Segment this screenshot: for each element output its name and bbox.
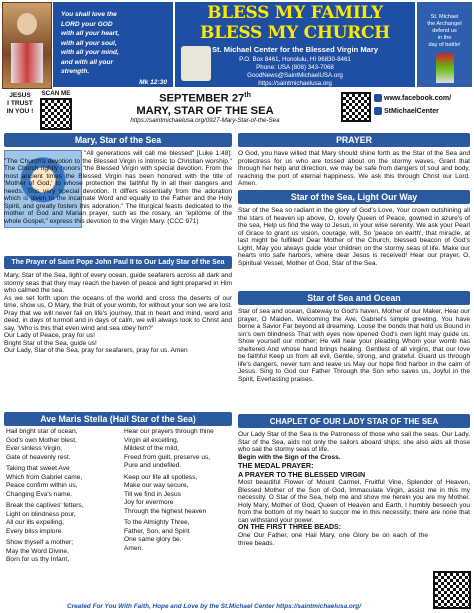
intro-text (4, 150, 232, 225)
center-name: St. Michael Center for the Blessed Virgin Mary (211, 45, 379, 54)
facebook-icon (374, 107, 382, 115)
prayer-line: Bright Star of the Sea, guide us! (4, 339, 97, 347)
phone: Phone: USA (808) 343-7068 (256, 64, 334, 71)
hymn-line: To the Almighty Three, (124, 519, 190, 526)
section-header: Star of Sea and Ocean (238, 291, 470, 305)
jp-prayer (4, 272, 232, 355)
hymn-line: All our ills expelling, (6, 519, 64, 526)
hymn-line: Gate of heavenly rest. (6, 453, 71, 461)
hymn-line: Keep our life all spotless, (124, 473, 198, 481)
hymn-line: May the Word Divine, (6, 547, 69, 555)
chaplet-paragraph: Most beautiful Flower of Mount Carmel, Fruitful Vine, Splendor of Heaven, Blessed Mother of the Son of God, Immaculate Virgin, assist me in this my necessity. O Star of the Sea, help me and show me herein you are my Mother. Holy Mary, Mother of God, Queen of Heaven and Earth, I humbly beseech you from the bottom of my heart to succor me in this necessity; there are none that can withstand your power. (238, 479, 470, 524)
hymn-line: Which from Gabriel came, (6, 473, 83, 481)
facebook-link[interactable] (374, 94, 451, 102)
hymn-line: Changing Eva's name. (6, 490, 73, 498)
st-michael-image (436, 53, 454, 83)
michael-line: in the (437, 35, 452, 41)
qr-code[interactable] (40, 98, 72, 130)
feast-title: MARY, STAR OF THE SEA (136, 104, 274, 117)
hymn-line: Every bliss implore. (6, 527, 64, 535)
intro-paragraph: "All generations will call me blessed" [Luke 1:48]: "The Church's devotion to the Blessed Virgin is intrinsic to Christian worship." The Church rightly honors "the Blessed Virgin with special devotion. From the most ancient times the Blessed Virgin has been honored with the title of 'Mother of God,' to whose protection the faithful fly in all their dangers and needs. This very special devotion. It differs essentially from the adoration which is given to the incarnate Word and equally to the Father and the Holy Spirit, and greatly fosters this adoration." The liturgical feasts dedicated to the mother of God and Marian prayer, such as the rosary, an "epitome of the whole Gospel," express this devotion to the Virgin Mary. (CCC 971) (4, 150, 232, 225)
hymn-line: Peace confirm within us, (6, 482, 78, 489)
chaplet-heading: A PRAYER TO THE BLESSED VIRGIN (238, 470, 366, 480)
hymn-line: Hail bright star of ocean, (6, 428, 78, 435)
hymn-line: Make our way secure, (124, 482, 189, 489)
hymn-line: Amen. (124, 544, 144, 552)
date: SEPTEMBER 27 (159, 92, 245, 105)
hymn-line: Freed from guilt, preserve us, (124, 453, 211, 461)
address: P.O. Box 8461, Honolulu, HI 96830-8461 (239, 56, 351, 63)
verse-line: and with all your (61, 58, 114, 66)
verse-line: LORD your GOD (61, 20, 113, 28)
hymn-line: Taking that sweet Ave (6, 465, 70, 472)
michael-line: day of battle! (428, 42, 461, 48)
title-line-2: BLESS MY CHURCH (200, 23, 390, 43)
jesus-line: IN YOU ! (6, 108, 34, 115)
hymn-line: Light on blindness pour, (6, 510, 76, 518)
section-header: CHAPLET OF OUR LADY STAR OF THE SEA (238, 414, 470, 428)
chaplet-paragraph: Our Lady Star of the Sea is the Patroness of those who sail the seas. Our Lady, Star of the Sea, aids not only the sailors aboard ships; she also aids all those who sail the stormy seas of life. (238, 431, 470, 454)
jesus-trust (4, 92, 36, 116)
article-link[interactable]: https://saintmichaelusa.org/0927-Mary-Star-of-the-Sea (130, 117, 280, 124)
hymn-line: Break the captives' fetters, (6, 502, 84, 509)
date-title (80, 90, 330, 117)
verse-line: You shall love the (61, 11, 117, 18)
center-logo (181, 46, 211, 81)
facebook-icon (374, 94, 382, 102)
verse-line: strength. (61, 68, 90, 76)
hymn-line: Show thyself a mother; (6, 539, 74, 546)
section-header: Star of the Sea, Light Our Way (238, 190, 470, 204)
prayer-paragraph: Star of the Sea so radiant in the glory of God's Love, Your crown outshining all the stars of heaven up above, O, lovely Queen of Peace, gowned in azure's of the sea, Help us find the way to Jesus, in your wise serenity. We ask your Pearl of Grace to grant us vision, courage, will, So 'peace on earth', that miracle, at last might be fulfilled! Dear Mother of the Church, blessed beacon of God's Light, May you always guide your children on the stormy seas of life. Make our hearts into safe harbors, where dear Jesus is received! Hear our prayer, O, Spiritual Vessel, Mother of God, Star of the Sea. (238, 207, 470, 267)
hymn-line: One same glory be. (124, 536, 182, 543)
hymn-line: Father, Son, and Spirit (124, 527, 190, 535)
hymn-line: Virgin all excelling, (124, 436, 179, 444)
chaplet-paragraph: One Our Father, one Hail Mary, one Glory be on each of the three beads. (238, 532, 428, 547)
hymn-line: Pure and undefiled. (124, 462, 182, 469)
michael-line: defend us (432, 28, 457, 34)
hymn-line: Hear our prayers through thine (124, 428, 214, 435)
hymn-line: Through the highest heaven (124, 507, 207, 515)
footer-credit[interactable]: Created For You With Faith, Hope and Love by the St.Michael Center https://saintmichaelusa.org/ (67, 603, 361, 610)
facebook-url: www.facebook.com/ (384, 94, 452, 102)
st-michael-box (417, 2, 472, 87)
verse-reference: Mk 12:30 (139, 78, 167, 86)
scan-me-label: SCAN ME (41, 90, 71, 97)
prayer-paragraph: As we set forth upon the oceans of the world and cross the deserts of our time, show us, O Mary, the fruit of your womb, for without your son we are lost. Pray that we will never fail on life's journey, that in heart and mind, word and deed, in days of turmoil and in days of calm, we will always look to Christ and say, 'Who is this that even wind and sea obey him?' (4, 294, 232, 332)
prayer-line: Our Lady of Peace, pray for us! (4, 332, 95, 340)
hymn-col-2 (124, 428, 234, 553)
michael-line: the Archangel (427, 21, 462, 27)
verse-box (53, 2, 173, 87)
hymn-line: God's own Mother blest, (6, 436, 77, 444)
chaplet-instruction: Begin with the Sign of the Cross. (238, 453, 341, 461)
title-box (175, 2, 415, 87)
chaplet-heading: THE MEDAL PRAYER: (238, 461, 314, 471)
qr-code[interactable] (433, 571, 471, 609)
date-suffix: th (244, 92, 251, 99)
contact-info (175, 56, 415, 88)
chaplet-text (238, 431, 470, 547)
hymn-line: Till we find in Jesus (124, 490, 181, 498)
jesus-line: I TRUST (7, 100, 33, 107)
hymn-col-1 (6, 428, 118, 565)
section-header: The Prayer of Saint Pope John Paul II to Our Lady Star of the Sea (4, 256, 232, 269)
section-header: PRAYER (238, 133, 470, 147)
title-line-1: BLESS MY FAMILY (207, 3, 383, 23)
email-link[interactable]: GoodNews@SaintMichaelUSA.org (247, 72, 343, 79)
prayer-paragraph: Mary, Star of the Sea, light of every ocean, guide seafarers across all dark and stormy seas that they may reach the haven of peace and light prepared in Him who calmed the sea. (4, 272, 232, 295)
jesus-line: JESUS (9, 92, 31, 99)
prayer-line: Our Lady, Star of the Sea, pray for seafarers, pray for us. Amen (4, 347, 188, 355)
hymn-line: Ever sinless Virgin, (6, 445, 62, 452)
facebook-page-name: StMichaelCenter (384, 107, 439, 115)
verse-line: with all your soul, (61, 39, 117, 47)
michael-line: St. Michael (430, 14, 459, 20)
section-header: Ave Maris Stella (Hail Star of the Sea) (4, 412, 232, 426)
prayer-paragraph: Star of sea and ocean, Gateway to God's haven, Mother of our Maker, Hear our prayer, O Maiden. Welcoming the Ave, Gabriel's simple greeting, You have borne a Savior Far beyond all dreaming. Loose the bonds that hold us Bound in sin's own blindness That with eyes now opened God's own light may guide us. Show yourself our mother; He will hear your pleading Whom your womb has sheltered And whose hand brings healing. Gentlest of all virgins, that our love be faithful Keep us from all evil, Gentle, strong, and grateful. Guard us through life's dangers, never turn and leave us May our hope find harbor in the calm of Jesus. Sing to God our Father Through the Son who saves us, Joyful in the Spirit, Everlasting praises. (238, 308, 470, 383)
facebook-page[interactable] (374, 107, 439, 115)
website-link[interactable]: https://saintmichaelusa.org (258, 80, 332, 87)
facebook-qr-code[interactable] (341, 92, 371, 122)
verse-line: with all your mind, (61, 49, 119, 57)
prayer-paragraph: O God, you have willed that Mary should shine forth as the Star of the Sea and protectress for us who are tossed about on the stormy waves. Grant that through her help and direction, we may be safe from dangers of soul and body, reaching the port of eternal happiness. We ask this through Christ our Lord. Amen. (238, 150, 470, 188)
verse-line: with all your heart, (61, 30, 120, 38)
section-header: Mary, Star of the Sea (4, 133, 232, 147)
hymn-line: Joy for evermore (124, 499, 174, 506)
hymn-line: Born for us thy Infant, (6, 556, 70, 563)
divine-mercy-image (2, 2, 52, 89)
chaplet-heading: ON THE FIRST THREE BEADS: (238, 524, 342, 532)
hymn-line: Mildest of the mild, (124, 445, 179, 452)
